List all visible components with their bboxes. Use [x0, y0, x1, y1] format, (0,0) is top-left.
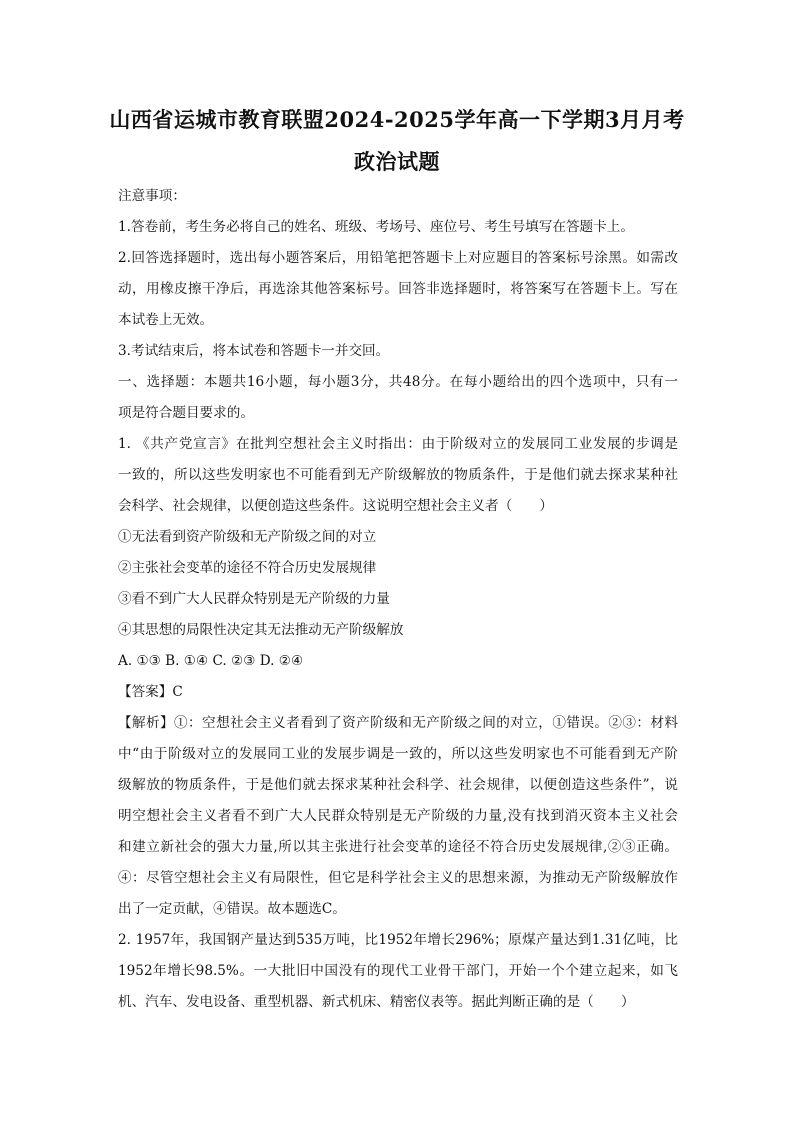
q1-explanation-line-2: 中“由于阶级对立的发展同工业的发展步调是一致的，所以这些发明家也不可能看到无产阶	[118, 746, 678, 762]
note-1: 1.答卷前，考生务必将自己的姓名、班级、考场号、座位号、考生号填写在答题卡上。	[118, 219, 634, 235]
note-2-line-3: 本试卷上无效。	[118, 312, 214, 328]
q2-stem-line-3: 机、汽车、发电设备、重型机器、新式机床、精密仪表等。据此判断正确的是（ ）	[118, 994, 635, 1010]
page-title: 山西省运城市教育联盟2024-2025学年高一下学期3月月考	[109, 107, 685, 132]
q1-option-2: ②主张社会变革的途径不符合历史发展规律	[118, 560, 377, 576]
q2-stem-line-2: 1952年增长98.5%。一大批旧中国没有的现代工业骨干部门，开始一个个建立起来，如飞	[118, 963, 678, 979]
q1-explanation-line-6: ④：尽管空想社会主义有局限性，但它是科学社会主义的思想来源，为推动无产阶级解放作	[118, 870, 678, 886]
q1-option-3: ③看不到广大人民群众特别是无产阶级的力量	[118, 591, 390, 607]
q1-option-1: ①无法看到资产阶级和无产阶级之间的对立	[118, 529, 377, 545]
q1-explanation-line-3: 级解放的物质条件，于是他们就去探求某种社会科学、社会规律，以便创造这些条件”，说	[118, 777, 678, 793]
q1-explanation-line-1: 【解析】①：空想社会主义者看到了资产阶级和无产阶级之间的对立，①错误。②③：材料	[118, 715, 678, 731]
q2-stem-line-1: 2. 1957年，我国钢产量达到535万吨，比1952年增长296%；原煤产量达到1.31亿吨，比	[118, 932, 678, 948]
note-2-line-1: 2.回答选择题时，选出每小题答案后，用铅笔把答题卡上对应题目的答案标号涂黑。如需改	[118, 250, 678, 266]
section-heading-line-1: 一、选择题：本题共16小题，每小题3分，共48分。在每小题给出的四个选项中，只有一	[118, 374, 678, 390]
q1-stem-line-2: 一致的，所以这些发明家也不可能看到无产阶级解放的物质条件，于是他们就去探求某种社	[118, 467, 678, 483]
section-heading-line-2: 项是符合题目要求的。	[118, 405, 254, 421]
q1-stem-line-3: 会科学、社会规律，以便创造这些条件。这说明空想社会主义者（ ）	[118, 498, 553, 514]
notes-heading: 注意事项：	[118, 188, 186, 204]
q1-explanation-line-7: 出了一定贡献，④错误。故本题选C。	[118, 901, 346, 917]
q1-stem-line-1: 1. 《共产党宣言》在批判空想社会主义时指出：由于阶级对立的发展同工业发展的步调是	[118, 436, 678, 452]
note-3: 3.考试结束后，将本试卷和答题卡一并交回。	[118, 343, 390, 359]
note-2-line-2: 动，用橡皮擦干净后，再选涂其他答案标号。回答非选择题时，将答案写在答题卡上。写在	[118, 281, 678, 297]
page-subtitle: 政治试题	[354, 149, 440, 174]
q1-option-4: ④其思想的局限性决定其无法推动无产阶级解放	[118, 622, 404, 638]
q1-explanation-line-5: 和建立新社会的强大力量,所以其主张进行社会变革的途径不符合历史发展规律,②③正确。	[118, 839, 678, 855]
q1-choices: A. ①③ B. ①④ C. ②③ D. ②④	[118, 653, 304, 669]
q1-answer: 【答案】C	[118, 684, 183, 700]
q1-explanation-line-4: 明空想社会主义者看不到广大人民群众特别是无产阶级的力量,没有找到消灭资本主义社会	[118, 808, 678, 824]
